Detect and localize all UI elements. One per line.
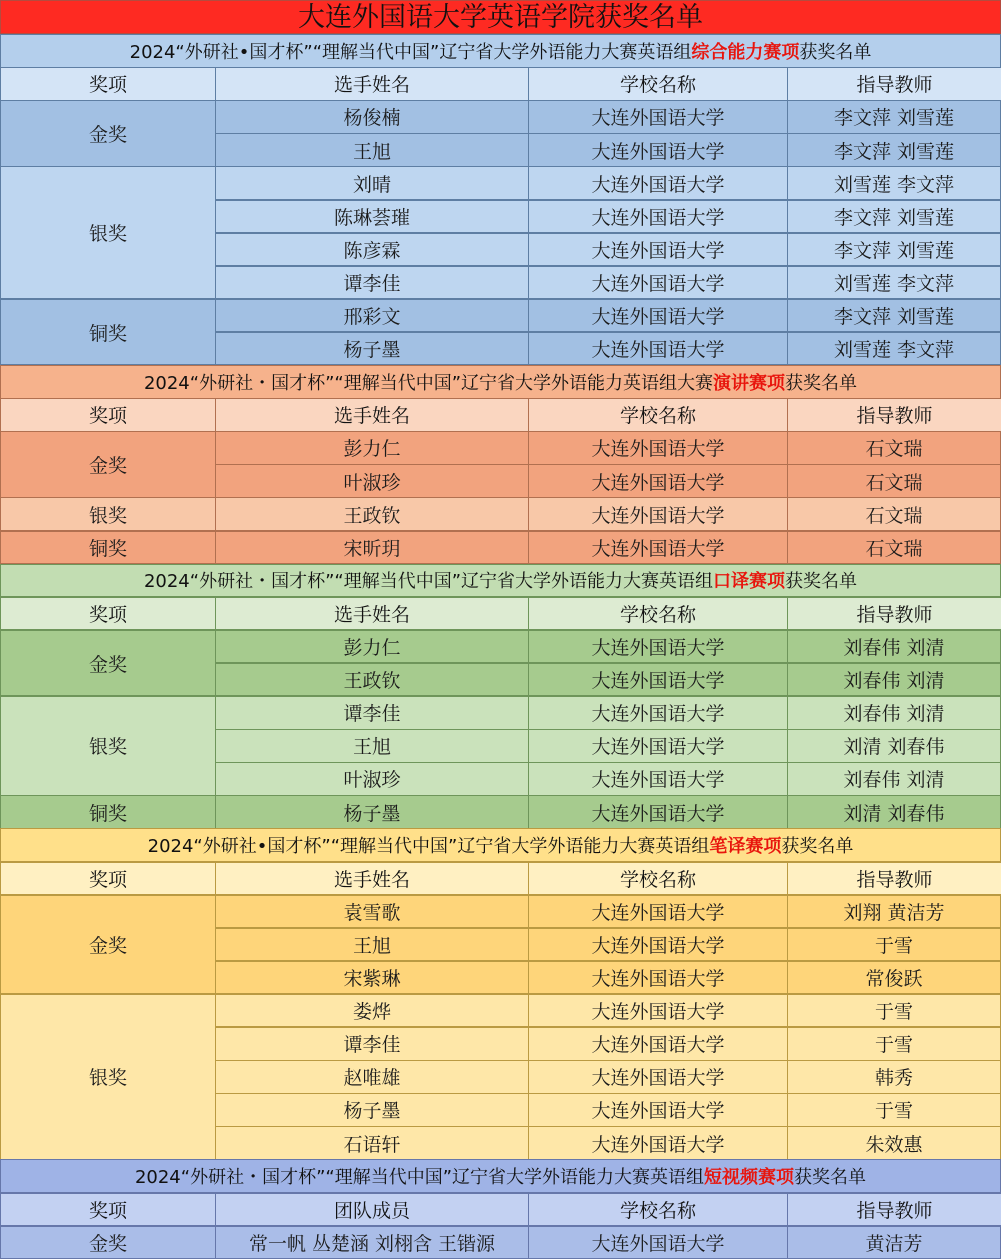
advisor-name: 石文瑞 xyxy=(787,531,1001,565)
advisor-name: 石文瑞 xyxy=(787,497,1001,531)
participant-name: 彭力仁 xyxy=(215,431,529,465)
school-name: 大连外国语大学 xyxy=(528,431,788,465)
advisor-name: 李文萍 刘雪莲 xyxy=(787,200,1001,234)
advisor-name: 于雪 xyxy=(787,994,1001,1028)
column-header: 指导教师 xyxy=(787,398,1001,432)
advisor-name: 刘雪莲 李文萍 xyxy=(787,332,1001,366)
section-title-text: 2024“外研社・国才杯”“理解当代中国”辽宁省大学外语能力大赛英语组 xyxy=(134,1167,705,1189)
section-title xyxy=(0,365,1001,399)
advisor-name: 韩秀 xyxy=(787,1060,1001,1094)
column-header: 学校名称 xyxy=(528,398,788,432)
advisor-name: 朱效惠 xyxy=(787,1126,1001,1160)
school-name: 大连外国语大学 xyxy=(528,299,788,333)
column-header: 选手姓名 xyxy=(215,67,529,101)
column-header: 选手姓名 xyxy=(215,597,529,631)
award-cell: 金奖 xyxy=(0,100,216,167)
participant-name: 陈琳荟璀 xyxy=(215,200,529,234)
advisor-name: 石文瑞 xyxy=(787,464,1001,498)
advisor-name: 石文瑞 xyxy=(787,431,1001,465)
award-cell: 银奖 xyxy=(0,696,216,796)
advisor-name: 刘清 刘春伟 xyxy=(787,795,1001,829)
participant-name: 杨俊楠 xyxy=(215,100,529,134)
school-name: 大连外国语大学 xyxy=(528,1027,788,1061)
school-name: 大连外国语大学 xyxy=(528,663,788,697)
participant-name: 宋昕玥 xyxy=(215,531,529,565)
column-header: 指导教师 xyxy=(787,67,1001,101)
advisor-name: 李文萍 刘雪莲 xyxy=(787,133,1001,167)
column-header: 指导教师 xyxy=(787,1193,1001,1227)
school-name: 大连外国语大学 xyxy=(528,1126,788,1160)
section-title-text: 2024“外研社•国才杯”“理解当代中国”辽宁省大学外语能力大赛英语组 xyxy=(147,836,710,858)
advisor-name: 李文萍 刘雪莲 xyxy=(787,233,1001,267)
school-name: 大连外国语大学 xyxy=(528,1093,788,1127)
participant-name: 刘晴 xyxy=(215,166,529,200)
page-title: 大连外国语大学英语学院获奖名单 xyxy=(0,0,1001,34)
column-header: 奖项 xyxy=(0,398,216,432)
school-name: 大连外国语大学 xyxy=(528,630,788,664)
section-event-name: 笔译赛项 xyxy=(709,836,782,858)
school-name: 大连外国语大学 xyxy=(528,696,788,730)
section-title-suffix: 获奖名单 xyxy=(785,571,858,593)
advisor-name: 刘春伟 刘清 xyxy=(787,696,1001,730)
advisor-name: 刘翔 黄洁芳 xyxy=(787,895,1001,929)
school-name: 大连外国语大学 xyxy=(528,895,788,929)
column-header: 指导教师 xyxy=(787,597,1001,631)
column-header: 选手姓名 xyxy=(215,862,529,896)
award-cell: 金奖 xyxy=(0,1226,216,1259)
participant-name: 石语轩 xyxy=(215,1126,529,1160)
advisor-name: 李文萍 刘雪莲 xyxy=(787,299,1001,333)
school-name: 大连外国语大学 xyxy=(528,994,788,1028)
advisor-name: 刘雪莲 李文萍 xyxy=(787,266,1001,300)
participant-name: 邢彩文 xyxy=(215,299,529,333)
section-title xyxy=(0,828,1001,862)
participant-name: 娄烨 xyxy=(215,994,529,1028)
advisor-name: 常俊跃 xyxy=(787,961,1001,995)
participant-name: 常一帆 丛楚涵 刘栩含 王锴源 xyxy=(215,1226,529,1259)
advisor-name: 于雪 xyxy=(787,1093,1001,1127)
award-cell: 银奖 xyxy=(0,166,216,299)
advisor-name: 李文萍 刘雪莲 xyxy=(787,100,1001,134)
award-cell: 金奖 xyxy=(0,431,216,498)
participant-name: 赵唯雄 xyxy=(215,1060,529,1094)
school-name: 大连外国语大学 xyxy=(528,100,788,134)
school-name: 大连外国语大学 xyxy=(528,332,788,366)
column-header: 学校名称 xyxy=(528,1193,788,1227)
participant-name: 谭李佳 xyxy=(215,266,529,300)
section-event-name: 短视频赛项 xyxy=(704,1167,795,1189)
advisor-name: 刘春伟 刘清 xyxy=(787,630,1001,664)
participant-name: 杨子墨 xyxy=(215,332,529,366)
column-header: 学校名称 xyxy=(528,67,788,101)
school-name: 大连外国语大学 xyxy=(528,200,788,234)
award-cell: 金奖 xyxy=(0,895,216,995)
section-title-text: 2024“外研社・国才杯”“理解当代中国”辽宁省大学外语能力英语组大赛 xyxy=(143,372,714,394)
school-name: 大连外国语大学 xyxy=(528,1226,788,1259)
participant-name: 叶淑珍 xyxy=(215,464,529,498)
section-event-name: 口译赛项 xyxy=(713,571,786,593)
participant-name: 彭力仁 xyxy=(215,630,529,664)
participant-name: 陈彦霖 xyxy=(215,233,529,267)
participant-name: 杨子墨 xyxy=(215,1093,529,1127)
school-name: 大连外国语大学 xyxy=(528,166,788,200)
school-name: 大连外国语大学 xyxy=(528,928,788,962)
advisor-name: 于雪 xyxy=(787,1027,1001,1061)
section-event-name: 综合能力赛项 xyxy=(691,41,800,63)
award-cell: 铜奖 xyxy=(0,531,216,565)
school-name: 大连外国语大学 xyxy=(528,729,788,763)
column-header: 奖项 xyxy=(0,862,216,896)
section-title-suffix: 获奖名单 xyxy=(794,1167,867,1189)
section-title-suffix: 获奖名单 xyxy=(781,836,854,858)
participant-name: 叶淑珍 xyxy=(215,762,529,796)
school-name: 大连外国语大学 xyxy=(528,497,788,531)
school-name: 大连外国语大学 xyxy=(528,531,788,565)
advisor-name: 于雪 xyxy=(787,928,1001,962)
section-title xyxy=(0,564,1001,598)
school-name: 大连外国语大学 xyxy=(528,464,788,498)
participant-name: 王旭 xyxy=(215,133,529,167)
column-header: 指导教师 xyxy=(787,862,1001,896)
section-title-text: 2024“外研社•国才杯”“理解当代中国”辽宁省大学外语能力大赛英语组 xyxy=(129,41,692,63)
participant-name: 杨子墨 xyxy=(215,795,529,829)
participant-name: 王政钦 xyxy=(215,663,529,697)
participant-name: 王政钦 xyxy=(215,497,529,531)
advisor-name: 刘清 刘春伟 xyxy=(787,729,1001,763)
participant-name: 袁雪歌 xyxy=(215,895,529,929)
advisor-name: 刘春伟 刘清 xyxy=(787,762,1001,796)
advisor-name: 刘春伟 刘清 xyxy=(787,663,1001,697)
participant-name: 谭李佳 xyxy=(215,696,529,730)
school-name: 大连外国语大学 xyxy=(528,961,788,995)
award-cell: 铜奖 xyxy=(0,299,216,366)
column-header: 奖项 xyxy=(0,597,216,631)
participant-name: 王旭 xyxy=(215,928,529,962)
school-name: 大连外国语大学 xyxy=(528,133,788,167)
school-name: 大连外国语大学 xyxy=(528,1060,788,1094)
participant-name: 谭李佳 xyxy=(215,1027,529,1061)
school-name: 大连外国语大学 xyxy=(528,795,788,829)
school-name: 大连外国语大学 xyxy=(528,762,788,796)
section-title xyxy=(0,34,1001,68)
section-title-suffix: 获奖名单 xyxy=(799,41,872,63)
column-header: 奖项 xyxy=(0,1193,216,1227)
section-event-name: 演讲赛项 xyxy=(713,372,786,394)
school-name: 大连外国语大学 xyxy=(528,266,788,300)
column-header: 学校名称 xyxy=(528,862,788,896)
school-name: 大连外国语大学 xyxy=(528,233,788,267)
advisor-name: 刘雪莲 李文萍 xyxy=(787,166,1001,200)
column-header: 团队成员 xyxy=(215,1193,529,1227)
section-title-text: 2024“外研社・国才杯”“理解当代中国”辽宁省大学外语能力大赛英语组 xyxy=(143,571,714,593)
section-title xyxy=(0,1159,1001,1193)
advisor-name: 黄洁芳 xyxy=(787,1226,1001,1259)
participant-name: 王旭 xyxy=(215,729,529,763)
column-header: 选手姓名 xyxy=(215,398,529,432)
award-cell: 铜奖 xyxy=(0,795,216,829)
section-title-suffix: 获奖名单 xyxy=(785,372,858,394)
award-cell: 金奖 xyxy=(0,630,216,697)
column-header: 奖项 xyxy=(0,67,216,101)
participant-name: 宋紫琳 xyxy=(215,961,529,995)
column-header: 学校名称 xyxy=(528,597,788,631)
award-cell: 银奖 xyxy=(0,497,216,531)
award-cell: 银奖 xyxy=(0,994,216,1160)
